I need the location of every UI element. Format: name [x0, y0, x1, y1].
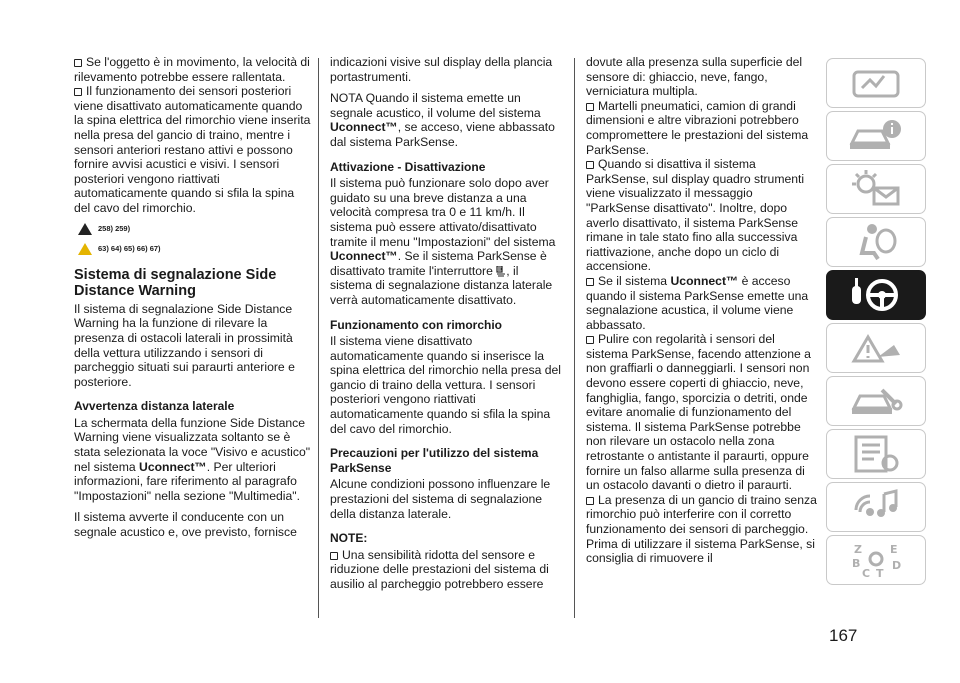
tab-servicing[interactable] [826, 376, 926, 426]
index-letter: B [852, 556, 861, 570]
note-paragraph: NOTA Quando il sistema emette un segnale acustico, il volume del sistema Uconnect™, se acceso, viene abbassato dal sistema ParkSense. [330, 91, 555, 149]
bullet-paragraph: Una sensibilità ridotta del sensore e riduzione delle prestazioni del sistema di ausilio al parcheggio potrebbero essere [330, 548, 562, 592]
technical-data-icon [846, 433, 906, 475]
emergency-icon [846, 327, 906, 369]
car-wrench-icon [846, 380, 906, 422]
subsection-heading: Precauzioni per l'utilizzo del sistema ParkSense [330, 446, 539, 475]
tab-instrument-panel[interactable] [826, 111, 926, 161]
caution-reference-numbers: 63) 64) 65) 66) 67) [98, 244, 161, 254]
key-steering-wheel-icon [846, 274, 906, 316]
paragraph: Il sistema avverte il conducente con un segnale acustico e, ove previsto, fornisce [74, 510, 297, 540]
bullet-paragraph: Quando si disattiva il sistema ParkSense, sul display quadro strumenti viene visualizzato il messaggio "ParkSense disattivato". Inoltre, dopo averlo disattivato, il sistema ParkSense rimane in tale stato fino alla successiva riattivazione, anche dopo un ciclo di accensione. [586, 157, 818, 274]
paragraph: La schermata della funzione Side Distance Warning viene visualizzata soltanto se è stata selezionata la voce "Visivo e acustico" nel sistema Uconnect™. Per ulteriori informazioni, fare riferimento al paragrafo "Impostazioni" nella sezione "Multimedia". [74, 415, 311, 503]
paragraph: Alcune condizioni possono influenzare le prestazioni del sistema di segnalazione della distanza laterale. [330, 477, 551, 521]
parksense-switch-icon [496, 266, 506, 277]
caution-reference [78, 242, 312, 257]
brand-name: Uconnect™ [330, 120, 398, 135]
multimedia-icon [846, 486, 906, 528]
light-message-icon [846, 168, 906, 210]
index-letter: D [892, 558, 902, 572]
car-info-icon [846, 115, 906, 157]
warning-triangle-icon [78, 223, 92, 235]
paragraph: indicazioni visive sul display della plancia portastrumenti. [330, 55, 553, 84]
brand-name: Uconnect™ [330, 249, 398, 264]
section-heading: Sistema di segnalazione Side Distance Warning [74, 266, 277, 299]
paragraph: dovute alla presenza sulla superficie del sensore di: ghiaccio, neve, fango, verniciatura multipla. [586, 55, 803, 99]
paragraph: Il sistema di segnalazione Side Distance Warning ha la funzione di rilevare la presenza di ostacoli laterali in prossimità della vettura utilizzando i sensori di parcheggio situati sui paraurti anteriore e posteriore. [74, 301, 295, 389]
index-letter: Z [854, 542, 862, 556]
chapter-tabs [826, 58, 928, 588]
text-column-3 [586, 55, 818, 566]
index-letter: C [862, 566, 871, 580]
tab-starting-driving[interactable] [826, 270, 926, 320]
subsection-heading: Attivazione - Disattivazione [330, 159, 486, 174]
tab-getting-to-know-vehicle[interactable] [826, 58, 926, 108]
text-column-1 [74, 55, 312, 547]
bullet-paragraph: Se il sistema Uconnect™ è acceso quando il sistema ParkSense emette una segnalazione acustica, il volume viene abbassato. [586, 274, 818, 332]
page-number: 167 [829, 626, 858, 645]
car-dashboard-icon [846, 62, 906, 104]
column-divider [318, 58, 319, 618]
bullet-paragraph: La presenza di un gancio di traino senza rimorchio può interferire con il corretto funzionamento dei sensori di parcheggio. Prima di utilizzare il sistema ParkSense, si consiglia di rimuovere il [586, 492, 817, 566]
warning-reference-numbers: 258) 259) [98, 223, 131, 233]
caution-triangle-icon [78, 243, 92, 255]
paragraph: Il sistema viene disattivato automaticamente quando si inserisce la spina elettrica del rimorchio nella presa del gancio di traino della vettura. I sensori posteriori vengono riattivati automaticamente quando si sfila la spina del cavo del rimorchio. [330, 334, 562, 436]
index-letter: E [890, 542, 898, 556]
bullet-paragraph: Se l'oggetto è in movimento, la velocità di rilevamento potrebbe essere rallentata. [74, 55, 312, 84]
tab-technical-data[interactable] [826, 429, 926, 479]
notes-heading: NOTE: [330, 531, 368, 546]
seat-airbag-icon [846, 221, 906, 263]
subsection-heading: Avvertenza distanza laterale [74, 399, 235, 414]
tab-safety[interactable] [826, 217, 926, 267]
column-divider [574, 58, 575, 618]
tab-multimedia[interactable] [826, 482, 926, 532]
brand-name: Uconnect™ [139, 459, 207, 474]
bullet-paragraph: Pulire con regolarità i sensori del sistema ParkSense, facendo attenzione a non graffiarli o danneggiarli. I sensori non devono essere coperti di ghiaccio, neve, fanghiglia, fango, sporcizia o detriti, onde evitare anomalie di funzionamento del sistema. Il sistema ParkSense potrebbe non rilevare un ostacolo nella zona retrostante o antistante il paraurti, oppure fornire un falso allarme sulla presenza di un ostacolo davanti o dietro il paraurti. [586, 332, 818, 493]
warning-reference [78, 222, 312, 237]
index-letter: T [876, 566, 884, 580]
bullet-paragraph: Il funzionamento dei sensori posteriori viene disattivato automaticamente quando la spina elettrica del rimorchio viene inserita nella presa del gancio di traino, mentre i sensori anteriori restano attivi e possono fornire avvisi acustici e visivi. I sensori posteriori vengono riattivati automaticamente quando si sfila la spina del cavo del rimorchio. [74, 84, 311, 215]
text-column-2 [330, 55, 562, 592]
paragraph: Il sistema può funzionare solo dopo aver guidato su una breve distanza a una velocità compresa tra 0 e 11 km/h. Il sistema può essere attivato/disattivato tramite il menu "Impostazioni" del sistema Uconnect™. Se il sistema ParkSense è disattivato tramite l'interruttore , il sistema di segnalazione distanza laterale verrà automaticamente disattivato. [330, 176, 556, 307]
bullet-paragraph: Martelli pneumatici, camion di grandi dimensioni e altre vibrazioni potrebbero compromettere le prestazioni del sistema ParkSense. [586, 99, 818, 157]
alphabet-index-icon [846, 539, 906, 581]
tab-index[interactable] [826, 535, 926, 585]
tab-lights-warnings[interactable] [826, 164, 926, 214]
brand-name: Uconnect™ [670, 273, 739, 288]
tab-emergency[interactable] [826, 323, 926, 373]
subsection-heading: Funzionamento con rimorchio [330, 317, 503, 332]
